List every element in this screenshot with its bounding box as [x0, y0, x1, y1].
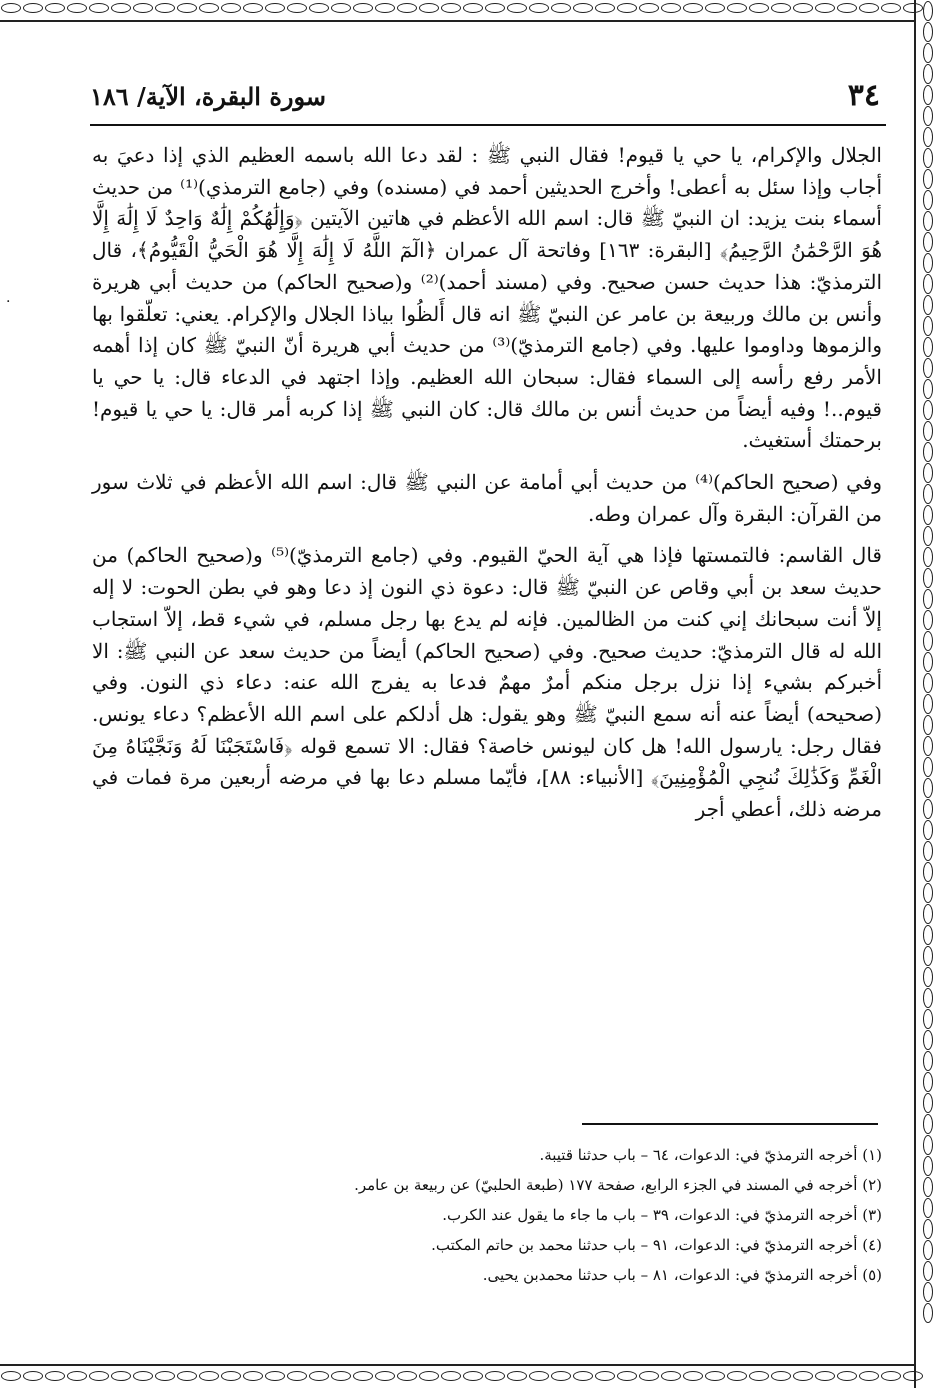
- chain-link: [923, 1072, 933, 1092]
- chain-link: [463, 3, 483, 13]
- chain-link: [309, 1371, 329, 1381]
- chain-link: [923, 505, 933, 525]
- chain-link: [353, 3, 373, 13]
- chain-link: [923, 841, 933, 861]
- chain-link: [133, 3, 153, 13]
- chain-link: [375, 1371, 395, 1381]
- chain-link: [727, 3, 747, 13]
- chain-link: [551, 1371, 571, 1381]
- chain-link: [923, 904, 933, 924]
- chain-link: [67, 3, 87, 13]
- chain-link: [923, 757, 933, 777]
- chain-link: [265, 3, 285, 13]
- chain-link: [923, 1, 933, 21]
- chain-link: [529, 3, 549, 13]
- chain-link: [923, 778, 933, 798]
- chain-link: [243, 1371, 263, 1381]
- chain-link: [923, 337, 933, 357]
- chain-link: [441, 1371, 461, 1381]
- chain-link: [749, 1371, 769, 1381]
- chain-link: [815, 1371, 835, 1381]
- chain-link: [463, 1371, 483, 1381]
- chain-link: [923, 820, 933, 840]
- chain-link: [923, 862, 933, 882]
- chain-link: [923, 883, 933, 903]
- chain-link: [419, 3, 439, 13]
- chain-link: [155, 3, 175, 13]
- chain-link: [397, 3, 417, 13]
- chain-link: [177, 1371, 197, 1381]
- chain-link: [155, 1371, 175, 1381]
- chain-link: [923, 1219, 933, 1239]
- chain-link: [661, 1371, 681, 1381]
- chain-link: [771, 3, 791, 13]
- bottom-ornamental-border: [0, 1368, 944, 1386]
- chain-link: [859, 3, 879, 13]
- chain-link: [45, 1371, 65, 1381]
- chain-link: [923, 106, 933, 126]
- chain-link: [923, 1156, 933, 1176]
- frame-top-rule: [0, 20, 916, 22]
- chain-link: [617, 1371, 637, 1381]
- footnote-rule: [582, 1123, 878, 1125]
- chain-link: [923, 274, 933, 294]
- chain-link: [923, 1261, 933, 1281]
- paragraph: الجلال والإكرام، يا حي يا قيوم! فقال النبي ﷺ : لقد دعا الله باسمه العظيم الذي إذا دعيَ به أجاب وإذا سئل به أعطى! وأخرج الحديثين أحمد في (مسنده) وفي (جامع الترمذي)⁽¹⁾ من حديث أسماء بنت يزيد: ان النبيّ ﷺ قال: اسم الله الأعظم في هاتين الآيتين ﴿وَإِلَٰهُكُمْ إِلَٰهٌ وَاحِدٌ لَا إِلَٰهَ إِلَّا هُوَ الرَّحْمَٰنُ الرَّحِيمُ﴾ [البقرة: ١٦٣] وفاتحة آل عمران ﴿الٓمٓ اللَّهُ لَا إِلَٰهَ إِلَّا هُوَ الْحَيُّ الْقَيُّومُ﴾، قال الترمذيّ: هذا حديث حسن صحيح. وفي (مسند أحمد)⁽²⁾ و(صحيح الحاكم) من حديث أبي هريرة وأنس بن مالك وربيعة بن عامر عن النبيّ ﷺ انه قال أَلظُوا بياذا الجلال والإكرام. يعني: تعلّقوا بها والزموها وداوموا عليها. وفي (جامع الترمذيّ)⁽³⁾ من حديث أبي هريرة أنّ النبيّ ﷺ كان إذا أهمه الأمر رفع رأسه إلى السماء فقال: سبحان الله العظيم. وإذا اجتهد في الدعاء قال: يا حي يا قيوم..! وفيه أيضاً من حديث أنس بن مالك قال: كان النبي ﷺ إذا كربه أمر قال: يا حي يا قيوم! برحمتك أستغيث.: [92, 143, 883, 453]
- chain-link: [923, 1240, 933, 1260]
- chain-link: [923, 127, 933, 147]
- chain-link: [923, 484, 933, 504]
- chain-link: [199, 1371, 219, 1381]
- chain-link: [923, 421, 933, 441]
- chain-link: [923, 946, 933, 966]
- chain-link: [749, 3, 769, 13]
- chain-link: [923, 1177, 933, 1197]
- footnotes: [92, 1140, 882, 1290]
- footnote: (٤) أخرجه الترمذيّ في: الدعوات، ٩١ – باب حدثنا محمد بن حاتم المكتب.: [431, 1236, 882, 1254]
- page-header: [90, 78, 880, 122]
- top-ornamental-border: [0, 0, 944, 18]
- chain-link: [551, 3, 571, 13]
- chain-link: [923, 463, 933, 483]
- chain-link: [923, 1009, 933, 1029]
- chain-link: [923, 1093, 933, 1113]
- chain-link: [923, 1051, 933, 1071]
- paragraph: وفي (صحيح الحاكم)⁽⁴⁾ من حديث أبي أمامة عن النبي ﷺ قال: اسم الله الأعظم في ثلاث سور من القرآن: البقرة وآل عمران وطه.: [92, 470, 883, 526]
- header-rule: [90, 124, 886, 126]
- chain-link: [923, 736, 933, 756]
- chain-link: [683, 1371, 703, 1381]
- chain-link: [923, 358, 933, 378]
- chain-link: [881, 1371, 901, 1381]
- frame-vertical-rule: [914, 0, 916, 1388]
- chain-link: [639, 3, 659, 13]
- chain-link: [727, 1371, 747, 1381]
- chain-link: [705, 1371, 725, 1381]
- chain-link: [923, 610, 933, 630]
- chain-link: [243, 3, 263, 13]
- chain-link: [397, 1371, 417, 1381]
- chain-link: [705, 3, 725, 13]
- chain-link: [441, 3, 461, 13]
- chain-link: [595, 3, 615, 13]
- chain-link: [661, 3, 681, 13]
- chain-link: [923, 715, 933, 735]
- chain-link: [133, 1371, 153, 1381]
- chain-link: [923, 442, 933, 462]
- chain-link: [309, 3, 329, 13]
- chain-link: [639, 1371, 659, 1381]
- chain-link: [111, 3, 131, 13]
- chain-link: [199, 3, 219, 13]
- chain-link: [177, 3, 197, 13]
- footnote: (٥) أخرجه الترمذيّ في: الدعوات، ٨١ – باب حدثنا محمدبن يحيى.: [482, 1266, 882, 1284]
- chain-link: [923, 547, 933, 567]
- chain-link: [617, 3, 637, 13]
- chain-link: [923, 64, 933, 84]
- chain-link: [573, 3, 593, 13]
- footnote: (٢) أخرجه في المسند في الجزء الرابع، صفحة ١٧٧ (طبعة الحلبيّ) عن ربيعة بن عامر.: [354, 1176, 882, 1194]
- chain-link: [683, 3, 703, 13]
- chain-link: [923, 694, 933, 714]
- chain-link: [837, 1371, 857, 1381]
- chain-link: [353, 1371, 373, 1381]
- main-text: [92, 140, 882, 826]
- chain-link: [89, 1371, 109, 1381]
- chain-link: [923, 631, 933, 651]
- chain-link: [923, 400, 933, 420]
- chain-link: [923, 253, 933, 273]
- chain-link: [23, 3, 43, 13]
- chain-link: [859, 1371, 879, 1381]
- chain-link: [923, 925, 933, 945]
- footnote: (٣) أخرجه الترمذيّ في: الدعوات، ٣٩ – باب ما جاء ما يقول عند الكرب.: [442, 1206, 882, 1224]
- chain-link: [923, 1282, 933, 1302]
- chain-link: [573, 1371, 593, 1381]
- chain-link: [923, 568, 933, 588]
- chain-link: [923, 232, 933, 252]
- chain-link: [507, 1371, 527, 1381]
- chain-link: [923, 379, 933, 399]
- chain-link: [1, 1371, 21, 1381]
- chain-link: [287, 3, 307, 13]
- chain-link: [923, 799, 933, 819]
- chain-link: [419, 1371, 439, 1381]
- chain-link: [111, 1371, 131, 1381]
- chain-link: [375, 3, 395, 13]
- chain-link: [881, 3, 901, 13]
- chain-link: [923, 295, 933, 315]
- chain-link: [507, 3, 527, 13]
- chain-link: [837, 3, 857, 13]
- chain-link: [221, 1371, 241, 1381]
- chain-link: [923, 1303, 933, 1323]
- chain-link: [595, 1371, 615, 1381]
- chain-link: [923, 652, 933, 672]
- footnote: (١) أخرجه الترمذيّ في: الدعوات، ٦٤ – باب حدثنا قتيبة.: [539, 1146, 882, 1164]
- chain-link: [287, 1371, 307, 1381]
- chain-link: [923, 190, 933, 210]
- chain-link: [331, 3, 351, 13]
- chain-link: [923, 589, 933, 609]
- chain-link: [815, 3, 835, 13]
- chain-link: [923, 1030, 933, 1050]
- frame-bottom-rule: [0, 1364, 916, 1366]
- chain-link: [331, 1371, 351, 1381]
- chain-link: [923, 169, 933, 189]
- chain-link: [485, 3, 505, 13]
- chain-link: [1, 3, 21, 13]
- chain-link: [265, 1371, 285, 1381]
- margin-mark: .: [6, 290, 11, 306]
- chain-link: [529, 1371, 549, 1381]
- chain-link: [923, 988, 933, 1008]
- chain-link: [221, 3, 241, 13]
- chain-link: [923, 1114, 933, 1134]
- chain-link: [45, 3, 65, 13]
- chain-link: [771, 1371, 791, 1381]
- chain-link: [67, 1371, 87, 1381]
- chain-link: [923, 1198, 933, 1218]
- chain-link: [923, 211, 933, 231]
- page-number: ٣٤: [847, 78, 880, 113]
- chain-link: [923, 85, 933, 105]
- chain-link: [23, 1371, 43, 1381]
- chain-link: [923, 1135, 933, 1155]
- chain-link: [923, 148, 933, 168]
- paragraph: قال القاسم: فالتمستها فإذا هي آية الحيّ القيوم. وفي (جامع الترمذيّ)⁽⁵⁾ و(صحيح الحاكم) من حديث سعد بن أبي وقاص عن النبيّ ﷺ قال: دعوة ذي النون إذ دعا وهو في بطن الحوت: لا إله إلاّ أنت سبحانك إني كنت من الظالمين. فإنه لم يدع بها رجل مسلم، في شيء قط، إلاّ استجاب الله له قال الترمذيّ: حديث صحيح. وفي (صحيح الحاكم) أيضاً من حديث سعد عن النبي ﷺ: الا أخبركم بشيء إذا نزل برجل منكم أمرٌ مهمٌ فدعا به يفرج الله عنه: دعاء ذي النون. وفي (صحيحه) أيضاً عنه أنه سمع النبيّ ﷺ وهو يقول: هل أدلكم على اسم الله الأعظم؟ دعاء يونس. فقال رجل: يارسول الله! هل كان ليونس خاصة؟ فقال: الا تسمع قوله ﴿فَاسْتَجَبْنَا لَهُ وَنَجَّيْنَاهُ مِنَ الْغَمِّ وَكَذَٰلِكَ نُنجِي الْمُؤْمِنِينَ﴾ [الأنبياء: ٨٨]، فأيّما مسلم دعا بها في مرضه أربعين مرة فمات في مرضه ذلك، أعطي أجر: [92, 543, 882, 822]
- chain-link: [923, 316, 933, 336]
- chain-link: [923, 526, 933, 546]
- chain-link: [923, 43, 933, 63]
- chain-link: [793, 3, 813, 13]
- chain-link: [923, 673, 933, 693]
- running-title: سورة البقرة، الآية/ ١٨٦: [90, 82, 327, 111]
- chain-link: [793, 1371, 813, 1381]
- right-ornamental-border: [918, 0, 940, 1388]
- chain-link: [485, 1371, 505, 1381]
- chain-link: [89, 3, 109, 13]
- chain-link: [923, 967, 933, 987]
- chain-link: [923, 22, 933, 42]
